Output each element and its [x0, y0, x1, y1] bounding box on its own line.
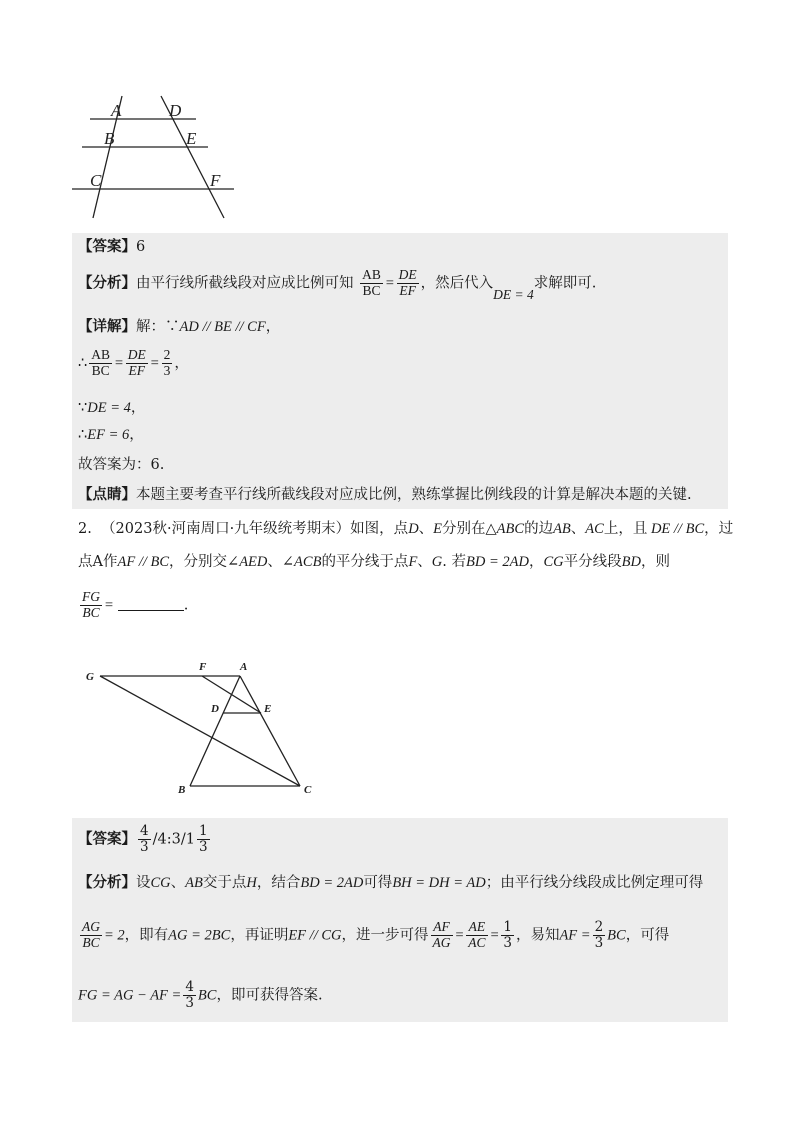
label-c2: C [304, 784, 312, 796]
label-g: G [86, 671, 94, 683]
q1-analysis-text-3: 求解即可. [533, 275, 597, 292]
q1-comment-tag: 【点睛】 [78, 486, 136, 503]
label-c: C [90, 171, 102, 190]
q1-detail-parallel: AD // BE // CF [179, 319, 266, 335]
q2-an-7: ，再证明 [230, 927, 289, 944]
q2-stem-4: ，过 [704, 521, 734, 537]
figure-triangle [80, 660, 320, 800]
q1-because: ∵ [78, 400, 88, 416]
q2-stem-2: 的边 [524, 521, 554, 537]
q1-analysis-text: 由平行线所截线段对应成比例可知 [136, 275, 354, 292]
q2-an-4: 可得 [363, 875, 393, 891]
label-f2: F [199, 661, 207, 673]
q2-frac-ag-bc: $\frac{AG}{BC}$ [82, 919, 100, 950]
label-b2: B [178, 784, 186, 796]
q2-an-2: 交于点 [202, 875, 247, 891]
segment-ab [190, 676, 240, 786]
q2-analysis-tag: 【分析】 [78, 874, 136, 891]
q2-number: 2. [78, 521, 92, 537]
answer-blank[interactable] [118, 610, 184, 611]
q2-an-8: ，进一步可得 [341, 927, 429, 944]
q1-analysis: 【分析】由平行线所截线段对应成比例可知 $\frac{AB}{BC}$ = $\frac{DE}{EF}$ ，然后代入DE = 4求解即可. [78, 267, 597, 303]
q1-frac-ab-bc-2: $\frac{AB}{BC}$ [91, 347, 110, 378]
q1-answer-tag: 【答案】 [78, 238, 136, 255]
q1-detail: 【详解】解：∵AD // BE // CF， [78, 318, 281, 335]
q1-final-text: 故答案为：6. [78, 457, 165, 473]
q2-frac-1-3: $\frac{1}{3}$ [503, 919, 512, 951]
label-a2: A [240, 661, 248, 673]
label-d2: D [211, 703, 219, 715]
q2-answer-frac: $\frac{4}{3}$ [140, 823, 149, 855]
q1-ratio-step: ∴ $\frac{AB}{BC}$ = $\frac{DE}{EF}$ = $\frac{2}{3}$ ， [78, 347, 189, 378]
q2-frac-af-ag: $\frac{AF}{AG}$ [432, 919, 451, 950]
q1-de-eq: DE = 4 [87, 400, 131, 416]
q2-analysis-3: FG = AG − AF = $\frac{4}{3}$ BC，即可获得答案. [78, 979, 323, 1011]
q1-comment-text: 本题主要考查平行线所截线段对应成比例，熟练掌握比例线段的计算是解决本题的关键. [136, 487, 692, 503]
q1-frac-2-3: $\frac{2}{3}$ [163, 347, 171, 378]
q2-stem-10: 平分线段 [563, 554, 622, 570]
q1-final [78, 458, 164, 473]
q2-stem-line-2: 点A作AF // BC，分别交∠AED、∠ACB的平分线于点F、G. 若BD = 2AD，CG平分线段BD，则 [78, 554, 670, 570]
q1-answer-value: 6 [136, 239, 146, 255]
q1-answer [78, 240, 145, 255]
q2-answer: 【答案】 $\frac{4}{3}$ /4:3/1 $\frac{1}{3}$ [78, 823, 208, 855]
q2-question: $\frac{FG}{BC}$ = . [82, 589, 189, 620]
q1-therefore-2: ∴ [78, 427, 88, 443]
q1-analysis-text-2: ，然后代入 [420, 275, 494, 292]
q2-answer-mixed-frac: $\frac{1}{3}$ [198, 823, 208, 855]
label-e: E [186, 129, 197, 148]
q2-an-11: ，即可获得答案. [216, 987, 323, 1004]
q2-an-1: 设 [136, 875, 151, 891]
q1-frac-de-ef-2: $\frac{DE}{EF}$ [127, 347, 146, 378]
q2-answer-mixed-int: 1 [185, 831, 195, 848]
q2-an-6: ，即有 [124, 927, 169, 944]
label-a: A [111, 101, 122, 120]
q1-result: ∴EF = 6， [78, 427, 144, 443]
q2-source: （2023秋·河南周口·九年级统考期末）如图，点 [101, 521, 409, 537]
label-f: F [210, 171, 221, 190]
q1-frac-de-ef: $\frac{DE}{EF}$ [398, 267, 417, 298]
label-b: B [104, 129, 115, 148]
q1-de-value: DE = 4 [493, 287, 534, 303]
q2-an-5: ；由平行线分线段成比例定理可得 [485, 875, 704, 891]
q1-detail-text: 解：∵ [136, 319, 180, 335]
q2-stem-1: 分别在 [442, 521, 486, 537]
q2-frac-ae-ac: $\frac{AE}{AC}$ [468, 919, 486, 950]
label-d: D [169, 101, 182, 120]
q2-frac-4-3: $\frac{4}{3}$ [185, 979, 194, 1011]
q2-frac-2-3: $\frac{2}{3}$ [594, 919, 604, 951]
q2-stem-6: 作 [102, 554, 118, 570]
q2-stem-8: 的平分线于点 [321, 554, 409, 570]
q2-an-3: ，结合 [256, 875, 301, 891]
q1-given: ∵DE = 4， [78, 400, 146, 416]
q1-ef-eq: EF = 6 [87, 427, 130, 443]
q1-detail-tag: 【详解】 [78, 318, 136, 335]
q2-an-10: ，可得 [625, 927, 670, 944]
q2-stem-7: ，分别交 [169, 554, 228, 570]
q2-answer-ratio: 4:3 [157, 831, 181, 848]
q2-stem-3: 上，且 [603, 521, 648, 537]
q2-analysis-1: 【分析】设CG、AB交于点H，结合BD = 2AD可得BH = DH = AD；由平行线分线段成比例定理可得 [78, 874, 704, 891]
q1-therefore: ∴ [78, 355, 88, 372]
label-e2: E [264, 703, 272, 715]
q2-analysis-2: $\frac{AG}{BC}$ = 2，即有AG = 2BC，再证明EF // CG，进一步可得 $\frac{AF}{AG}$ = $\frac{AE}{AC}$ = $\frac{1}{3}$ ，易知AF = $\frac{2}{3}$ BC，可得 [82, 919, 670, 951]
q2-stem-line-1: 2. （2023秋·河南周口·九年级统考期末）如图，点D、E分别在△ABC的边AB、AC上，且 DE // BC，过 [78, 521, 734, 537]
q1-frac-ab-bc: $\frac{AB}{BC}$ [362, 267, 381, 298]
q1-analysis-tag: 【分析】 [78, 274, 136, 292]
figure-parallel-lines [68, 94, 238, 224]
q2-stem-11: ，则 [640, 554, 670, 570]
q2-stem-9: . 若 [442, 554, 466, 570]
q2-stem-5: 点 [78, 554, 93, 570]
q1-comment [78, 488, 692, 503]
q2-frac-fg-bc: $\frac{FG}{BC}$ [82, 589, 100, 620]
q2-answer-tag: 【答案】 [78, 830, 136, 848]
q2-an-9: ，易知 [515, 927, 560, 944]
